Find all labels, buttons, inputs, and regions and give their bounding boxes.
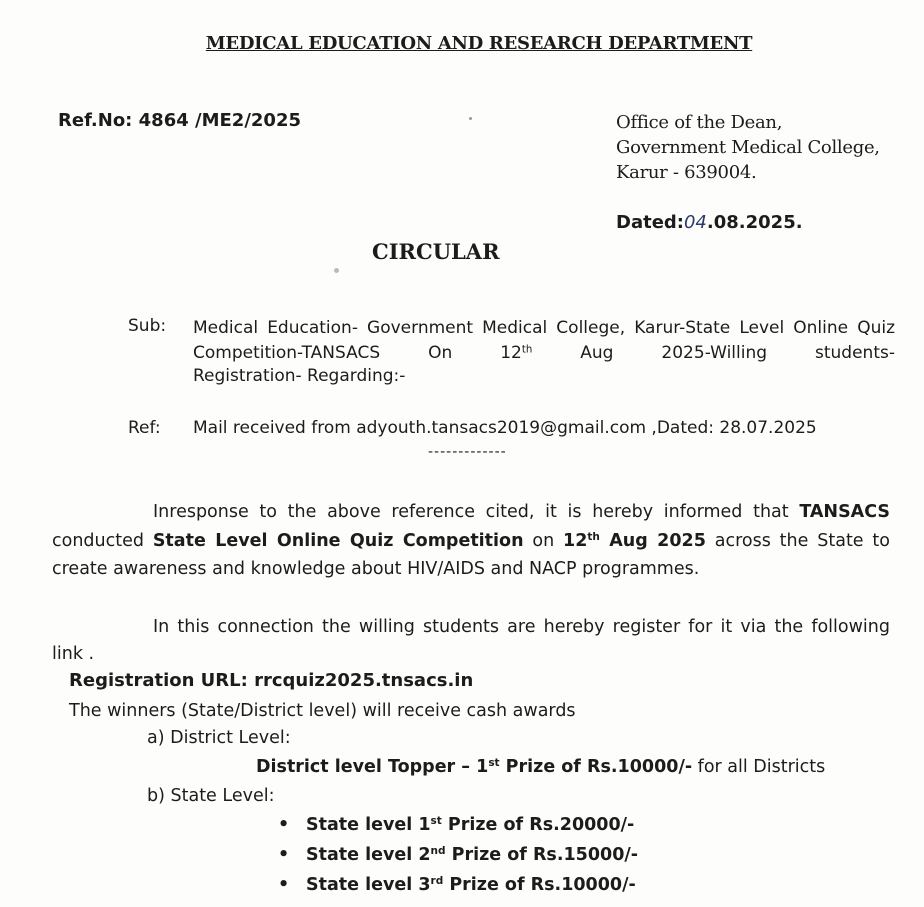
- state-prize-superscript: rd: [430, 875, 444, 888]
- reference-divider: -------------: [428, 444, 507, 460]
- subject-line-3: Registration- Regarding:-: [193, 366, 406, 386]
- p1-bold-date: 12: [563, 530, 588, 551]
- state-prize-label: State level 2: [306, 845, 431, 865]
- dated-day-handwritten: 04: [683, 212, 707, 233]
- list-item-district: a) District Level:: [147, 728, 291, 748]
- dated-label: Dated:: [616, 212, 684, 233]
- p1-bold-date: Aug 2025: [599, 530, 706, 551]
- reference-label: Ref:: [128, 418, 161, 438]
- subject-line-2b: Aug 2025-Willing students-: [532, 343, 895, 363]
- list-item-state: b) State Level:: [147, 786, 275, 806]
- subject-line-2a: Quiz Competition-TANSACS On 12: [193, 318, 895, 363]
- district-prize-scope: for all Districts: [692, 757, 826, 777]
- dated-rest: .08.2025.: [706, 212, 803, 233]
- p1-superscript: th: [587, 530, 600, 543]
- state-prize-item: [278, 875, 636, 895]
- district-prize-title: District level Topper – 1: [256, 757, 489, 777]
- reference-text: Mail received from adyouth.tansacs2019@gmail.com ,Dated: 28.07.2025: [193, 418, 817, 438]
- subject-line-1: Medical Education- Government Medical College, Karur-State Level Online: [193, 318, 849, 338]
- bullet-icon: •: [278, 845, 290, 865]
- winners-text: The winners (State/District level) will receive cash awards: [69, 701, 576, 721]
- office-line-3: Karur - 639004.: [616, 162, 757, 183]
- scan-speck: [334, 268, 339, 273]
- paragraph-registration-info: In this connection the willing students are hereby register for it via the following link .: [52, 617, 890, 664]
- state-prize-amount: Prize of Rs.10000/-: [443, 875, 636, 895]
- state-prize-amount: Prize of Rs.15000/-: [445, 845, 639, 865]
- state-prize-label: State level 1: [306, 815, 431, 835]
- state-prize-superscript: st: [430, 815, 442, 828]
- reference-number: Ref.No: 4864 /ME2/2025: [58, 110, 301, 131]
- district-prize: [256, 757, 825, 777]
- p1-text: on: [523, 530, 564, 551]
- subject-label: Sub:: [128, 316, 167, 336]
- department-heading: MEDICAL EDUCATION AND RESEARCH DEPARTMENT: [205, 33, 753, 54]
- district-prize-amount: Prize of Rs.10000/-: [499, 757, 693, 777]
- subject-superscript: th: [521, 344, 533, 356]
- state-prize-superscript: nd: [430, 845, 446, 858]
- scan-speck: [469, 117, 472, 120]
- district-prize-superscript: st: [488, 757, 500, 770]
- paragraph-announcement: [52, 498, 890, 584]
- office-line-2: Government Medical College,: [616, 137, 880, 158]
- p1-bold-competition: State Level Online Quiz Competition: [152, 530, 524, 551]
- p1-bold-tansacs: TANSACS: [799, 502, 890, 522]
- p1-text: conducted: [52, 530, 153, 551]
- p1-text: Inresponse to the above reference cited, it is hereby informed that: [153, 502, 800, 522]
- state-prize-amount: Prize of Rs.20000/-: [441, 815, 635, 835]
- circular-title: CIRCULAR: [372, 239, 500, 264]
- office-line-1: Office of the Dean,: [616, 112, 783, 133]
- registration-url: Registration URL: rrcquiz2025.tnsacs.in: [69, 670, 474, 691]
- bullet-icon: •: [278, 815, 290, 835]
- state-prize-label: State level 3: [306, 875, 431, 895]
- state-prize-item: [278, 815, 634, 835]
- date-line: [616, 212, 803, 233]
- bullet-icon: •: [278, 875, 290, 895]
- subject-text: [193, 316, 895, 366]
- office-address: [616, 110, 880, 185]
- p1-text: across the State to create awareness and knowledge about HIV/AIDS and NACP programmes.: [52, 530, 890, 579]
- state-prize-item: [278, 845, 638, 865]
